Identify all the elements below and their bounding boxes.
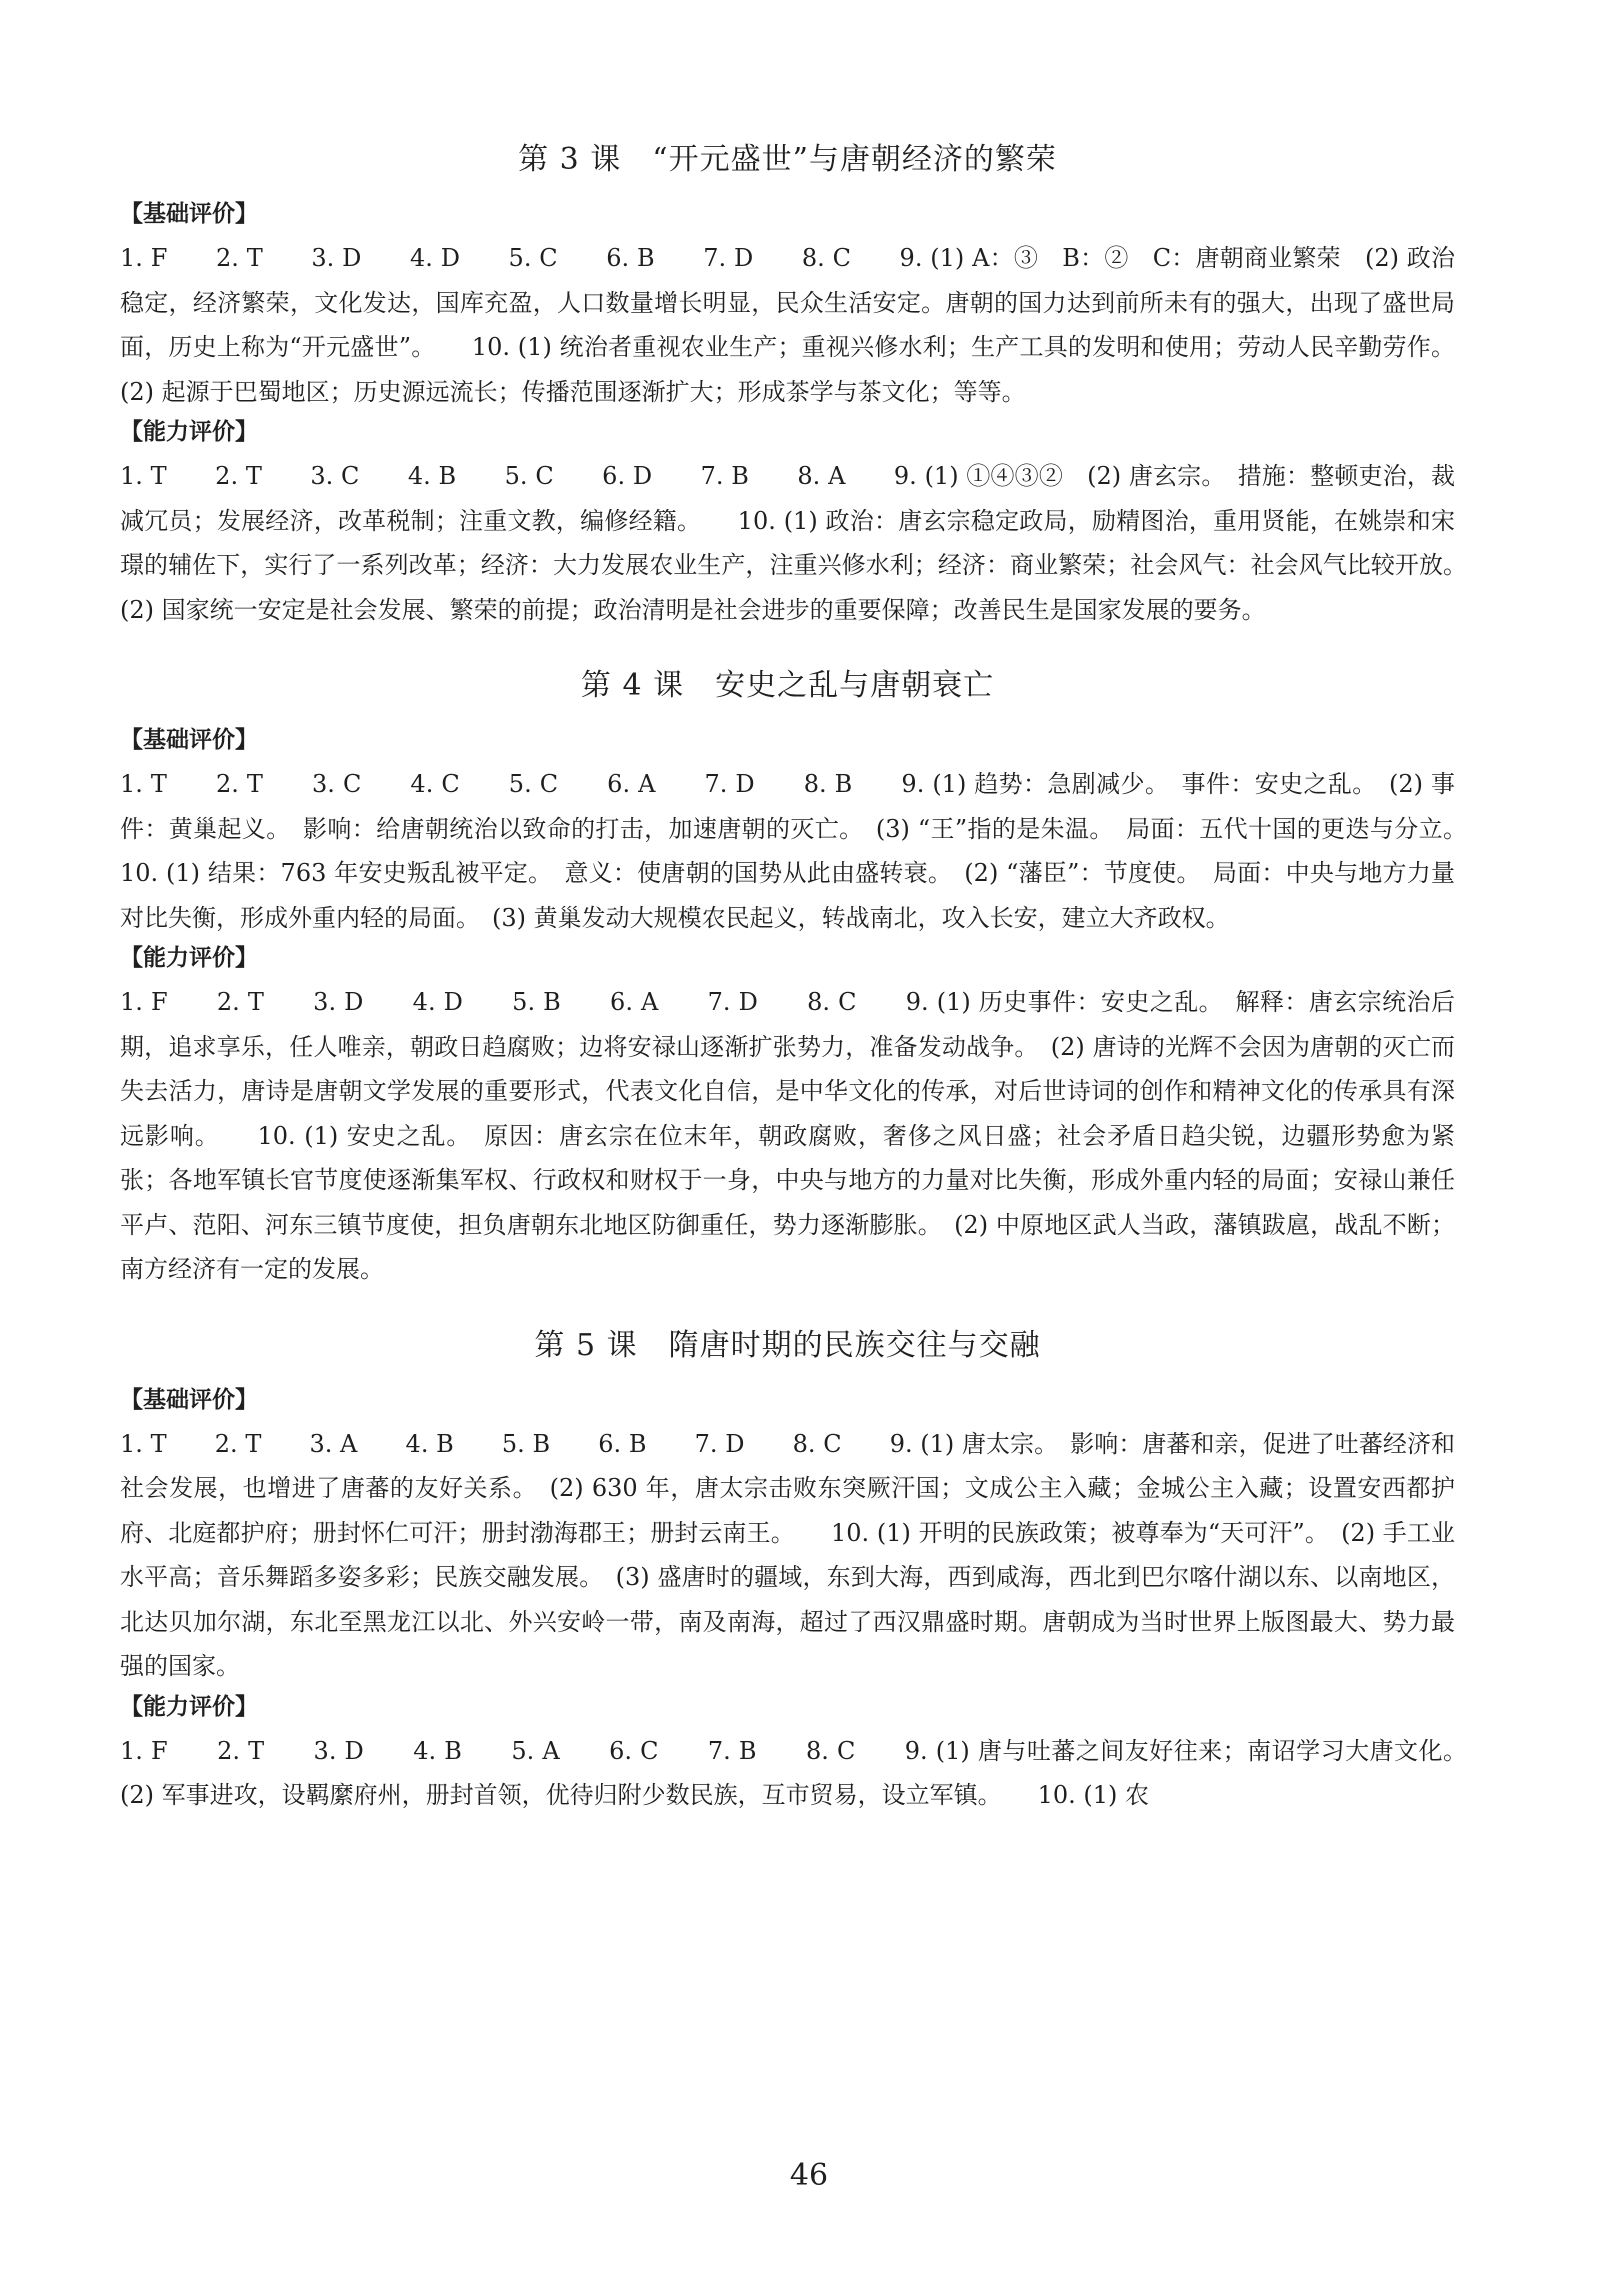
page-content: [120, 140, 1503, 1820]
lesson-title: 第 3 课 “开元盛世”与唐朝经济的繁荣: [518, 142, 1057, 177]
page-number: 46: [789, 2158, 829, 2193]
basic-evaluation-answers: 1. F 2. T 3. D 4. D 5. C 6. B 7. D 8. C 9. (1) A：③ B：② C：唐朝商业繁荣 (2) 政治稳定，经济繁荣，文化发达，国库充盈，人口数量增长明显，民众生活安定。唐朝的国力达到前所未有的强大，出现了盛世局面，历史上称为“开元盛世”。 10. (1) 统治者重视农业生产；重视兴修水利；生产工具的发明和使用；劳动人民辛勤劳作。(2) 起源于巴蜀地区；历史源远流长；传播范围逐渐扩大；形成茶学与茶文化；等等。: [120, 244, 1455, 406]
lesson-5: [120, 1326, 1479, 1818]
basic-evaluation-answers: 1. T 2. T 3. C 4. C 5. C 6. A 7. D 8. B 9. (1) 趋势：急剧减少。 事件：安史之乱。 (2) 事件：黄巢起义。 影响：给唐朝统治以致命的打击，加速唐朝的灭亡。 (3) “王”指的是朱温。 局面：五代十国的更迭与分立。 10. (1) 结果：763 年安史叛乱被平定。 意义：使唐朝的国势从此由盛转衰。 (2) “藩臣”：节度使。 局面：中央与地方力量对比失衡，形成外重内轻的局面。 (3) 黄巢发动大规模农民起义，转战南北，攻入长安，建立大齐政权。: [120, 770, 1503, 932]
basic-evaluation-label: 【基础评价】: [120, 201, 258, 227]
basic-evaluation-answers: 1. T 2. T 3. A 4. B 5. B 6. B 7. D 8. C 9. (1) 唐太宗。 影响：唐蕃和亲，促进了吐蕃经济和社会发展，也增进了唐蕃的友好关系。 (2) 630 年，唐太宗击败东突厥汗国；文成公主入藏；金城公主入藏；设置安西都护府、北庭都护府；册封怀仁可汗；册封渤海郡王；册封云南王。 10. (1) 开明的民族政策；被尊奉为“天可汗”。 (2) 手工业水平高；音乐舞蹈多姿多彩；民族交融发展。 (3) 盛唐时的疆域，东到大海，西到咸海，西北到巴尔喀什湖以东、以南地区，北达贝加尔湖，东北至黑龙江以北、外兴安岭一带，南及南海，超过了西汉鼎盛时期。唐朝成为当时世界上版图最大、势力最强的国家。: [120, 1429, 1455, 1680]
basic-evaluation-label: 【基础评价】: [120, 1386, 258, 1413]
ability-evaluation-label: 【能力评价】: [120, 1693, 258, 1720]
ability-evaluation-label: 【能力评价】: [120, 945, 258, 971]
ability-evaluation-answers: 1. F 2. T 3. D 4. D 5. B 6. A 7. D 8. C 9. (1) 历史事件：安史之乱。 解释：唐玄宗统治后期，追求享乐，任人唯亲，朝政日趋腐败；边将安禄山逐渐扩张势力，准备发动战争。 (2) 唐诗的光辉不会因为唐朝的灭亡而失去活力，唐诗是唐朝文学发展的重要形式，代表文化自信，是中华文化的传承，对后世诗词的创作和精神文化的传承具有深远影响。 10. (1) 安史之乱。 原因：唐玄宗在位末年，朝政腐败，奢侈之风日盛；社会矛盾日趋尖锐，边疆形势愈为紧张；各地军镇长官节度使逐渐集军权、行政权和财权于一身，中央与地方的力量对比失衡，形成外重内轻的局面；安禄山兼任平卢、范阳、河东三镇节度使，担负唐朝东北地区防御重任，势力逐渐膨胀。 (2) 中原地区武人当政，藩镇跋扈，战乱不断；南方经济有一定的发展。: [120, 988, 1455, 1283]
ability-evaluation-answers: 1. T 2. T 3. C 4. B 5. C 6. D 7. B 8. A 9. (1) ①④③② (2) 唐玄宗。 措施：整顿吏治，裁减冗员；发展经济，改革税制；注重文教，编修经籍。 10. (1) 政治：唐玄宗稳定政局，励精图治，重用贤能，在姚崇和宋璟的辅佐下，实行了一系列改革；经济：大力发展农业生产，注重兴修水利；经济：商业繁荣；社会风气：社会风气比较开放。 (2) 国家统一安定是社会发展、繁荣的前提；政治清明是社会进步的重要保障；改善民生是国家发展的要务。: [120, 462, 1479, 624]
ability-evaluation-answers: 1. F 2. T 3. D 4. B 5. A 6. C 7. B 8. C 9. (1) 唐与吐蕃之间友好往来；南诏学习大唐文化。 (2) 军事进攻，设羁縻府州，册封首领，优待归附少数民族，互市贸易，设立军镇。 10. (1) 农: [120, 1736, 1479, 1809]
lesson-4: [120, 666, 1503, 1292]
lesson-title: 第 5 课 隋唐时期的民族交往与交融: [534, 1327, 1041, 1363]
basic-evaluation-label: 【基础评价】: [120, 727, 258, 753]
lesson-3: [120, 140, 1479, 632]
lesson-title: 第 4 课 安史之乱与唐朝衰亡: [580, 668, 995, 703]
ability-evaluation-label: 【能力评价】: [120, 419, 258, 445]
